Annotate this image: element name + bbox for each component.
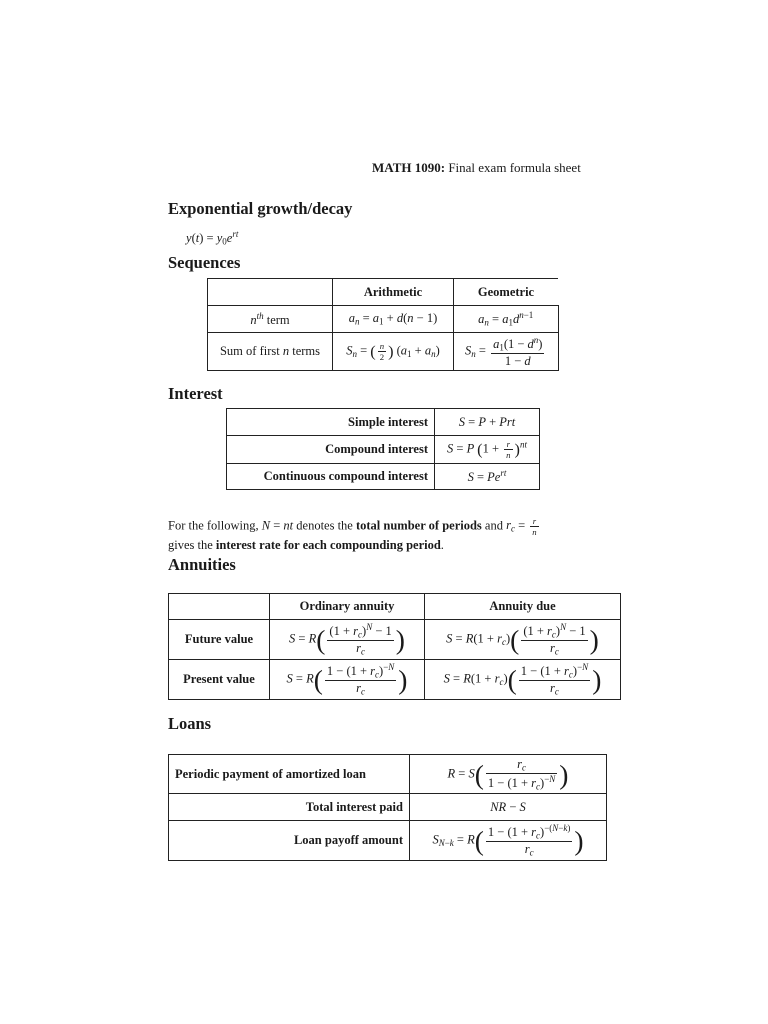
row-future-value: Future value xyxy=(169,620,270,660)
row-present-value: Present value xyxy=(169,660,270,700)
note-bold-periods: total number of periods xyxy=(355,518,482,533)
col-ordinary-annuity: Ordinary annuity xyxy=(270,594,425,620)
note-text: For the following, xyxy=(168,518,259,533)
formula-arith-sum: $S_n$ = ( $\frac{n}{2}$ ) $(a_1 + a_n)$ xyxy=(333,333,454,371)
loans-table xyxy=(168,754,607,861)
sheet-title: Final exam formula sheet xyxy=(448,160,581,175)
table-row xyxy=(169,821,607,861)
table-row xyxy=(169,620,621,660)
table-cell-empty xyxy=(169,594,270,620)
formula-geom-sum: $S_n$ = $\frac{a_1(1 - d^n)}{1 - d}$ xyxy=(454,333,559,371)
formula-due-present: $S = R(1 + r_c)$( $\frac{1 - (1 + r_c)^{-N}}{r_c}$ ) xyxy=(425,660,621,700)
col-annuity-due: Annuity due xyxy=(425,594,621,620)
formula-arith-nth: $a_n = a_1 + d(n - 1)$ xyxy=(333,306,454,333)
formula-total-interest: NR − S xyxy=(410,794,607,821)
formula-ordinary-future: S = R( $\frac{(1 + r_c)^N - 1}{r_c}$ ) xyxy=(270,620,425,660)
table-row xyxy=(208,333,559,371)
interest-table xyxy=(226,408,540,490)
section-loans: Loans xyxy=(168,714,212,733)
row-nth-term: $n^{th}$ term xyxy=(208,306,333,333)
section-sequences: Sequences xyxy=(168,253,241,272)
periods-note: For the following, N = nt denotes the total number of periods and $r_c$ = $\frac{r}{n}$ gives the interest rate for each compounding period. xyxy=(168,516,537,553)
label-periodic-payment: Periodic payment of amortized loan xyxy=(169,755,410,794)
label-total-interest: Total interest paid xyxy=(169,794,410,821)
annuities-table xyxy=(168,593,621,700)
formula-compound-interest: S = P (1 + $\frac{r}{n}$ )$^{nt}$ xyxy=(435,436,540,464)
row-nth-term-label: term xyxy=(266,312,290,327)
table-row xyxy=(169,755,607,794)
row-sum-terms: Sum of first n terms xyxy=(208,333,333,371)
section-interest: Interest xyxy=(168,384,223,403)
row-sum-suffix: terms xyxy=(292,344,320,358)
formula-loan-payoff: $S_{N-k} = R$( $\frac{1 - (1 + r_c)^{-(N-k)}}{r_c}$ ) xyxy=(410,821,607,861)
formula-periodic-payment: R = S( $\frac{r_c}{1 - (1 + r_c)^{-N}}$ ) xyxy=(410,755,607,794)
formula-continuous-interest: $S = Pe^{rt}$ xyxy=(435,464,540,490)
col-arithmetic: Arithmetic xyxy=(333,279,454,306)
label-simple-interest: Simple interest xyxy=(227,409,435,436)
table-row xyxy=(169,794,607,821)
section-annuities: Annuities xyxy=(168,555,236,574)
formula-ordinary-present: S = R( $\frac{1 - (1 + r_c)^{-N}}{r_c}$ ) xyxy=(270,660,425,700)
note-text: and xyxy=(484,518,503,533)
table-row xyxy=(169,660,621,700)
table-row xyxy=(169,594,621,620)
note-bold-rate: interest rate for each compounding period xyxy=(215,538,441,553)
page-header xyxy=(372,160,581,176)
table-row xyxy=(227,409,540,436)
table-row xyxy=(208,306,559,333)
formula-geom-nth: $a_n = a_1d^{n-1}$ xyxy=(454,306,559,333)
label-loan-payoff: Loan payoff amount xyxy=(169,821,410,861)
col-geometric: Geometric xyxy=(454,279,559,306)
section-exponential: Exponential growth/decay xyxy=(168,199,353,218)
note-text: gives the xyxy=(168,538,213,553)
course-code: MATH 1090: xyxy=(372,160,446,175)
formula-exponential: $y(t) = y_0e^{rt}$ xyxy=(186,229,239,247)
table-row xyxy=(227,464,540,490)
note-text: denotes the xyxy=(296,518,353,533)
formula-simple-interest: S = P + Prt xyxy=(435,409,540,436)
table-row xyxy=(208,279,559,306)
table-row xyxy=(227,436,540,464)
sequences-table xyxy=(207,278,559,371)
note-text: . xyxy=(440,538,444,553)
row-sum-prefix: Sum of first xyxy=(219,344,280,358)
formula-due-future: $S = R(1 + r_c)$( $\frac{(1 + r_c)^N - 1}{r_c}$ ) xyxy=(425,620,621,660)
label-compound-interest: Compound interest xyxy=(227,436,435,464)
label-continuous-interest: Continuous compound interest xyxy=(227,464,435,490)
table-cell-empty xyxy=(208,279,333,306)
